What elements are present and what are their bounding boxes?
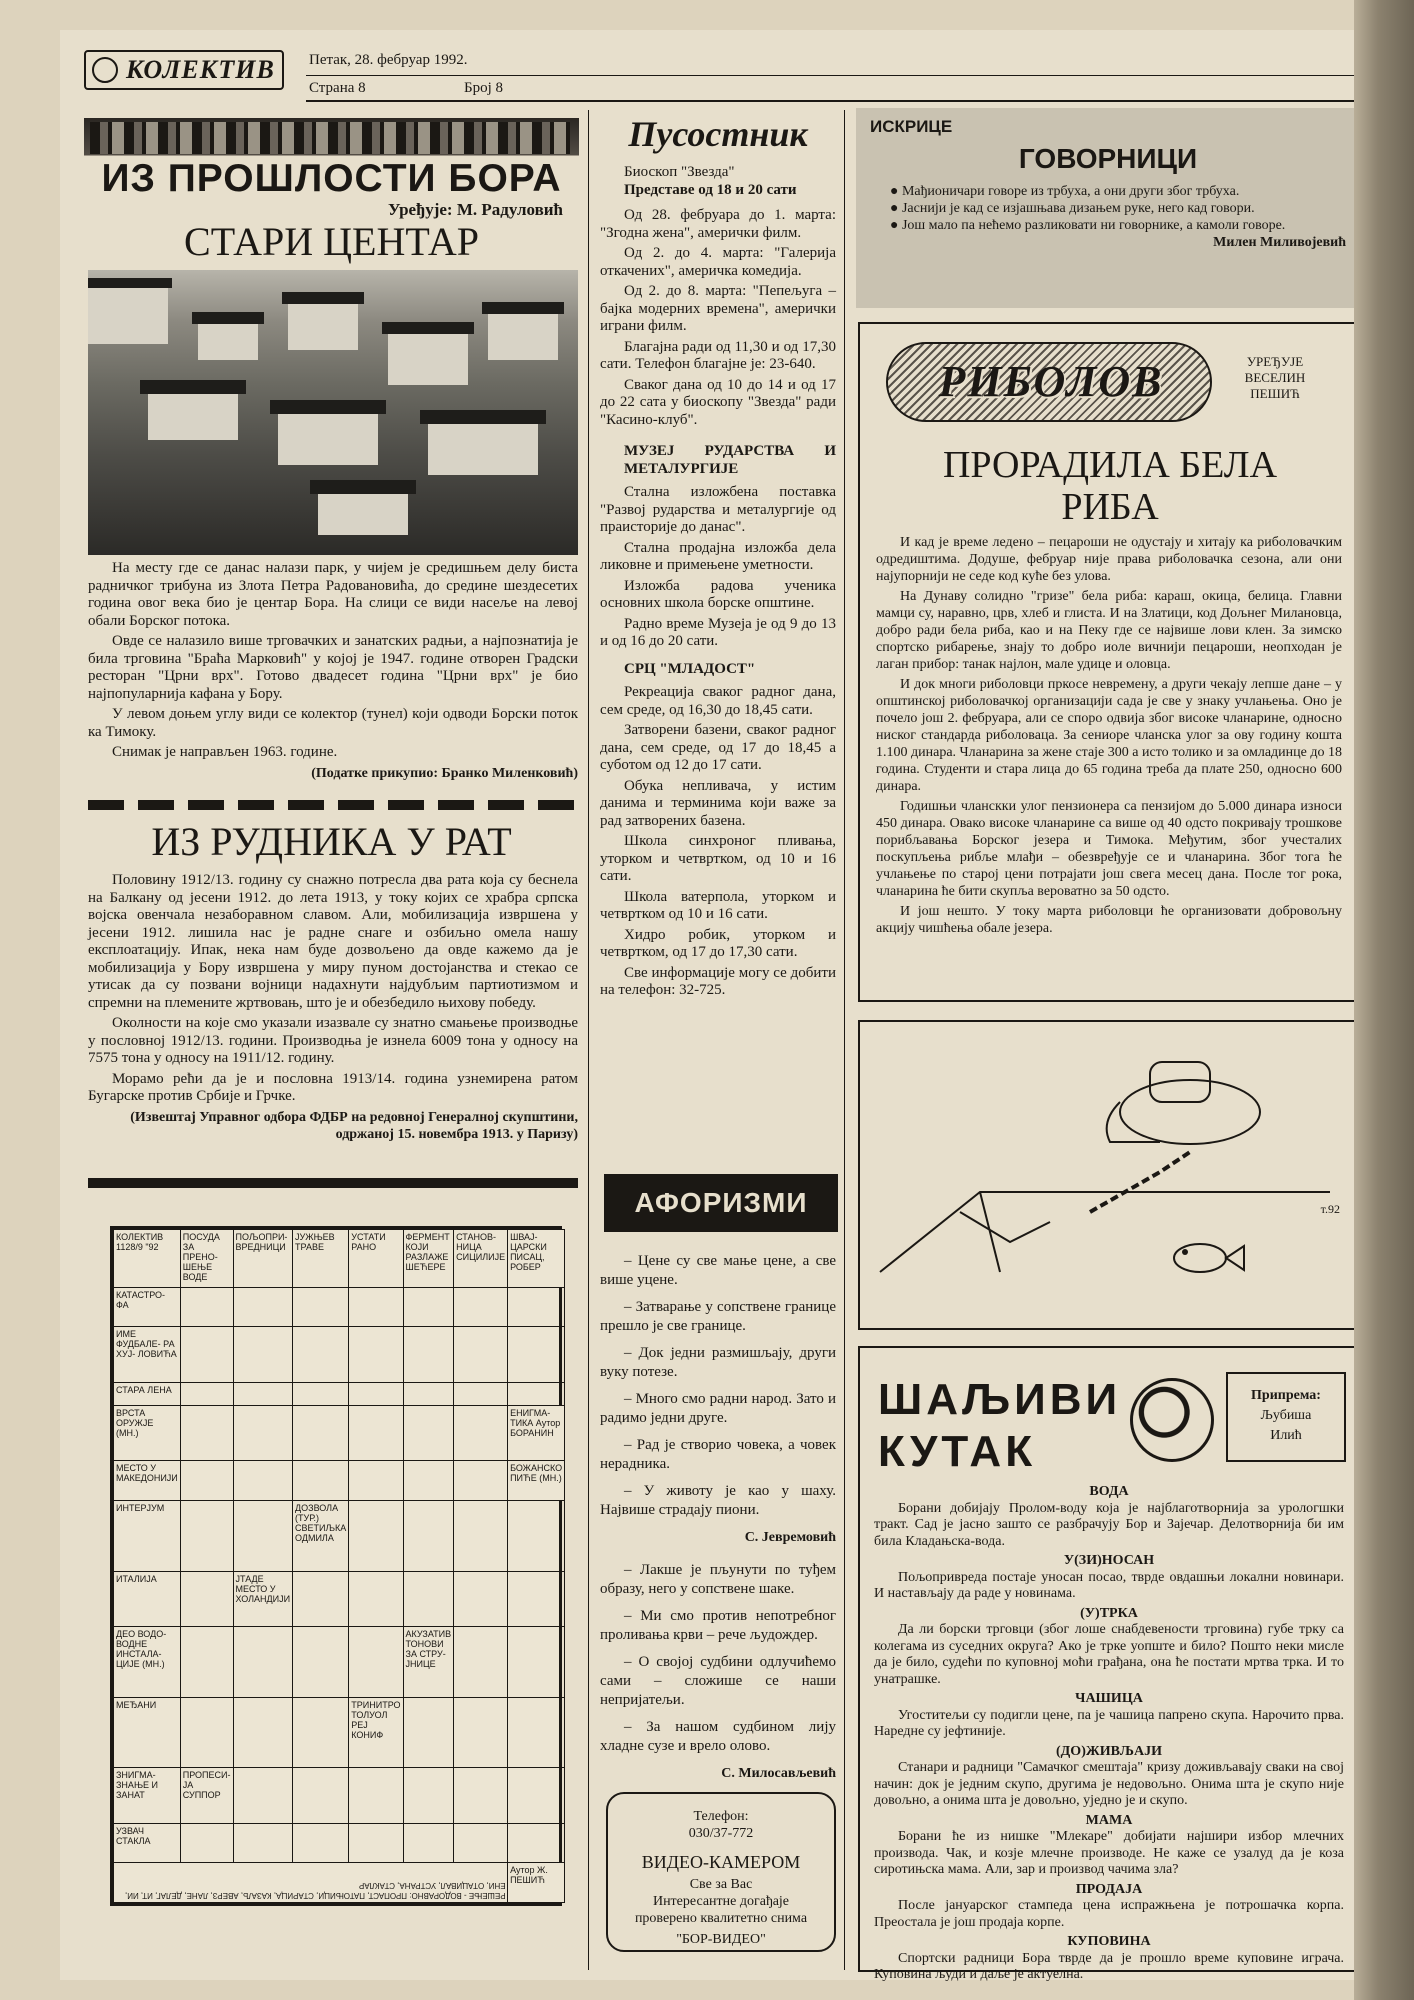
old-center-photo — [88, 270, 578, 555]
aphorism: – Рад је створио човека, а човек нерадника. — [600, 1437, 836, 1472]
aphorism: – За нашом судбином лију хладне сузе и врело олово. — [600, 1719, 836, 1754]
aphorism-author: С. Јевремовић — [744, 1530, 836, 1545]
humor-heading: (ДО)ЖИВЉАЈИ — [1056, 1743, 1162, 1759]
crossword-header-cell: УСТАТИ РАНО — [349, 1230, 403, 1288]
fishing-banner — [886, 342, 1212, 422]
crossword-clue-cell: ДЕО ВОДО- ВОДНЕ ИНСТАЛА- ЦИЈЕ (МН.) — [114, 1626, 181, 1697]
history-editor: Уређује: М. Радуловић — [388, 200, 563, 219]
prep-name: Љубиша — [1260, 1408, 1312, 1423]
crossword-clue-cell: СТАРА ЛЕНА — [114, 1382, 181, 1406]
crossword-clue-cell: КАТАСТРО- ФА — [114, 1288, 181, 1327]
aphorism: – Много смо радни народ. Зато и радимо једни друге. — [600, 1391, 836, 1426]
fishing-banner-title: РИБОЛОВ — [938, 357, 1164, 406]
page-number: Страна 8 — [309, 80, 366, 96]
crossword-clue-cell: ЗНИГМА- ЗНАЊЕ И ЗАНАТ — [114, 1768, 181, 1823]
guide-paragraph: Благајна ради од 11,30 и од 17,30 сати. Телефон благајне је: 23-640. — [600, 338, 836, 372]
sparks-kicker: ИСКРИЦЕ — [870, 117, 953, 136]
crossword-clue-cell — [349, 1697, 403, 1768]
aphorism: – Затварање у сопствене границе прешло је све границе. — [600, 1299, 836, 1334]
clue-text: РЕЈ КОНИФ — [351, 1719, 384, 1740]
logo-text: КОЛЕКТИВ — [126, 55, 275, 84]
fishing-editor — [1240, 354, 1310, 402]
ad-title: ВИДЕО-КАМЕРОМ — [641, 1852, 801, 1872]
sparks-box — [856, 108, 1360, 308]
fishing-article — [876, 534, 1342, 940]
crossword-clue-cell — [293, 1500, 349, 1571]
page-edge-shadow — [1354, 0, 1414, 2000]
humor-banner — [878, 1374, 1148, 1484]
fishing-title: ПРОРАДИЛА БЕЛА РИБА — [942, 444, 1278, 528]
aphorism: – Цене су све мање цене, а све више уцене. — [600, 1253, 836, 1288]
section-divider — [88, 800, 578, 810]
aphorism-author: С. Милосављевић — [721, 1766, 836, 1781]
aphorisms-banner: АФОРИЗМИ — [604, 1174, 838, 1232]
humor-banner-line: КУТАК — [878, 1427, 1037, 1476]
humor-heading: ВОДА — [1089, 1484, 1129, 1499]
guide-paragraph: Изложба радова ученика основних школа борске општине. — [600, 577, 836, 611]
humor-items — [874, 1484, 1344, 1987]
history-paragraph: На месту где се данас налази парк, у чијем је средишњем делу биста радничког трибуна из Злота Петра Радовановића, до средине шездесетих година овог века био је центар Бора. На слици се види насеље на левој обали Борског потока. — [88, 560, 578, 629]
editor-line: УРЕЂУЈЕ — [1246, 354, 1304, 369]
mine-paragraph: Околности на које смо указали изазвале су знатно смањење производње у пословној 1912/13. години. Производња је изнела 6009 тона у односу на 7575 тона у односу на 1911/12. годину. — [88, 1015, 578, 1066]
history-paragraph: Снимак је направљен 1963. године. — [112, 744, 338, 760]
aphorism: – Лакше је пљунути по туђем образу, него у сопствене шаке. — [600, 1562, 836, 1597]
history-banner — [84, 110, 579, 220]
crossword-header-cell: ПОЉОПРИ- ВРЕДНИЦИ — [233, 1230, 293, 1288]
guide-column — [600, 114, 836, 1003]
humor-text: Пољопривреда постаје уносан посао, тврде овдашњи локални новинари. И настављају да раде у новинама. — [874, 1569, 1344, 1601]
humor-text: Борани ће из нишке "Млекаре" добијати најшири избор млечних производа. Чак, и козје млечне производе. Не каже се узалуд да је коза сиротињска мама. Али, зар и производ чачима зла? — [874, 1829, 1344, 1877]
crossword-header-cell: ШВАЈ- ЦАРСКИ ПИСАЦ, РОБЕР — [508, 1230, 565, 1288]
crossword-clue-cell — [403, 1626, 454, 1697]
mine-credit: (Извештај Управног одбора ФДБР на редовној Генералној скупштини, одржаној 15. новембра 1913. у Паризу) — [130, 1109, 578, 1142]
editor-line: ПЕШИЋ — [1250, 386, 1300, 401]
spark-item: ● Јаснији је кад се изјашњава дизањем руке, него кад говори. — [890, 201, 1255, 216]
crossword-header-cell: ЈУЖЊЕВ ТРАВЕ — [293, 1230, 349, 1288]
crossword-clue-cell — [180, 1768, 233, 1823]
guide-paragraph: Стална продајна изложба дела ликовне и примењене уметности. — [600, 539, 836, 573]
mine-article — [88, 872, 578, 1144]
spark-item: ● Још мало па нећемо разликовати ни говорнике, а камоли говоре. — [890, 218, 1286, 233]
src-heading: СРЦ "МЛАДОСТ" — [624, 660, 756, 677]
humor-text: Да ли борски трговци (због лоше снабдевености трговина) губе трку са колегама из суседних округа? Ако је трке уопште и било? Пошто неки мисле да је било, судећи по куповној моћи грађана, она ће постати мртва трка. И то унатрашке. — [874, 1622, 1344, 1687]
crossword-clue-cell: ИНТЕРЈУМ — [114, 1500, 181, 1571]
crossword-clue-cell: МЕСТО У МАКЕДОНИЈИ — [114, 1461, 181, 1500]
crossword-clue-cell: УЗВАЧ СТАКЛА — [114, 1823, 181, 1863]
guide-paragraph: Стална изложбена поставка "Развој рударства и металургије од праисторије до данас". — [600, 484, 836, 535]
crossword-clue-cell: ЕНИГМА- ТИКА Аутор БОРАНИН — [508, 1406, 565, 1461]
newspaper-page — [60, 30, 1360, 1980]
video-ad — [606, 1792, 836, 1952]
aphorism: – Ми смо против непотребног проливања крви – рече људождер. — [600, 1608, 836, 1643]
clue-text: МЕСТО У ХОЛАНДИЈИ — [235, 1583, 291, 1604]
ad-phone-label: Телефон: — [693, 1809, 749, 1824]
crossword-clue-cell: БОЖАНСКО ПИЋЕ (МН.) — [508, 1461, 565, 1500]
guide-paragraph: Школа ватерпола, уторком и четвртком од 10 и 16 сати. — [600, 888, 836, 922]
humor-prep-box — [1226, 1372, 1346, 1462]
history-paragraph: У левом доњем углу види се колектор (тунел) који одводи Борски поток ка Тимоку. — [88, 706, 578, 740]
mine-title: ИЗ РУДНИКА У РАТ — [151, 819, 512, 864]
crossword-header-cell: КОЛЕКТИВ 1128/9 "92 — [114, 1230, 181, 1288]
aphorism: – О својој судбини одлучићемо сами – сложише се наши непријатељи. — [600, 1654, 836, 1708]
humor-text: Борани добијају Пролом-воду која је најблаготворнија за урологшки тракт. Сад је јасно зашто се разбрачују Бор и Зајечар. Делотворнија би им била Кладањска-вода. — [874, 1500, 1344, 1549]
masthead-rule-bottom — [306, 100, 1356, 102]
masthead-logo — [84, 50, 284, 90]
masthead — [84, 44, 1359, 104]
skyline-illustration-icon — [90, 122, 570, 154]
crossword-header-cell: СТАНОВ- НИЦА СИЦИЛИЈЕ — [454, 1230, 508, 1288]
cinema-name: Биоскоп "Звезда" — [624, 164, 735, 180]
clue-text: АКУЗАТИВ — [405, 1628, 452, 1639]
history-banner-title: ИЗ ПРОШЛОСТИ БОРА — [101, 157, 562, 200]
history-paragraph: Овде се налазило више трговачких и занатских радњи, а најпознатија је била трговина "Браћа Марковић" у којој је 1947. године отворен Градски ресторан "Црни врх". Готово двадесет година "Црни врх" је био најпопуларнија кафана у Бору. — [88, 633, 578, 702]
crossword-clue-cell: ИМЕ ФУДБАЛЕ- РА ХУЈ- ЛОВИЋА — [114, 1327, 181, 1382]
mine-paragraph: Половину 1912/13. годину су снажно потресла два рата која су беснела на Балкану од јесени 1912. до лета 1913, у току којих се храбра српска војска овенчала незаборавном славом. Али, мобилизација извршена у јесени 1912. лишила нас је радне снаге и озбиљно омела нашу експлоатацију. Ипак, нека нам буде дозвољено да овде кажемо да је мобилизација у Бору извршена у миру пуном достојанства и стекао се утисак да су позвани војници надахнути најдубљим партиотизмом и спремни на племените жртвовањ, што је и обезбедило њихову победу. — [88, 872, 578, 1011]
ad-line: Све за Вас — [689, 1877, 753, 1892]
guide-paragraph: Од 28. фебруара до 1. марта: "Згодна жена", амерички филм. — [600, 207, 836, 241]
spark-item: ● Мађионичари говоре из трбуха, а они други због трбуха. — [890, 184, 1240, 199]
guide-paragraph: Хидро робик, уторком и четвртком, од 17 до 17,30 сати. — [600, 926, 836, 960]
fishing-paragraph: Годишњи чланскки улог пензионера са пензијом до 5.000 динара износи 450 динара. Овако високе чланарине са више од 40 одсто покривају трошкове порибљавања Борског језера и Тимока. Међутим, због учесталих поскупљења рибље млађи – обезвређује се и чланарина. Због тога ће учлањење по старој цени потрајати још свега месец дана. После тог рока, чланарина ће бити скупља вероватно за 50 одсто. — [876, 799, 1342, 899]
prep-label: Припрема: — [1251, 1388, 1321, 1403]
guide-paragraph: Школа синхроног пливања, уторком и четвртком, од 10 и 16 сати. — [600, 833, 836, 884]
humor-text: Угоститељи су подигли цене, па је чашица папрено скупа. Нарочито прва. Наредне су јефтиније. — [874, 1707, 1344, 1739]
prep-name: Илић — [1270, 1428, 1302, 1443]
column-divider — [588, 110, 589, 1970]
guide-paragraph: Рекреација сваког радног дана, сем среде, од 16,30 до 18,45 сати. — [600, 684, 836, 718]
fishing-paragraph: На Дунаву солидно "гризе" бела риба: караш, окица, белица. Главни мамци су, наравно, црв, хлеб и глиста. И на Златици, код Дољнег Милановца, добро ради бела риба, као и на Пеку где се највише лови клен. За зимско спортско рибарење, знају то добро иоле вичнији пецароши, неопходан је лаган прибор: танак најлон, мале удице и оловца. — [876, 589, 1342, 672]
humor-text: Станари и радници "Самачког смештаја" кризу доживљавају сваки на свој начин: док је једним скупо, другима је недовољно. Онима шта је скупо није довољно, а онима шта је довољно, уједно је и скупо. — [874, 1760, 1344, 1808]
crossword-clue-cell: МЕЂАНИ — [114, 1697, 181, 1768]
fishing-paragraph: И док многи риболовци пркосе невремену, а други чекају лепше дане – у општинској риболовачкој организацији сада је све у знаку учлањења. Оно је почело још 2. фебруара, али се споро одвија због високе чланарине, односно ниског стандарда риболоваца. За сениоре чланска улог за ову годину кошта 1.100 динара. Чланарина за жене стаје 300 а исто толико и за омладинце до 18 година. Студенти и стара лица до 65 година треба да плате 250, односно 600 динара. — [876, 677, 1342, 794]
humor-heading: (У)ТРКА — [1080, 1605, 1138, 1621]
clue-text: ЈТАДЕ — [235, 1573, 264, 1584]
crossword-header-cell: ПОСУДА ЗА ПРЕНО- ШЕЊЕ ВОДЕ — [180, 1230, 233, 1288]
humor-heading: ПРОДАЈА — [1075, 1881, 1143, 1897]
guide-paragraph: Све информације могу се добити на телефон: 32-725. — [600, 964, 836, 998]
aphorism: – У животу је као у шаху. Највише страдају пиони. — [600, 1483, 836, 1518]
humor-heading: КУПОВИНА — [1067, 1934, 1151, 1949]
humor-text: Спортски радници Бора тврде да је прошло време куповине играча. Куповина људи и даље је актуелна. — [874, 1950, 1344, 1982]
issue-date: Петак, 28. фебруар 1992. — [309, 52, 468, 68]
history-credit: (Податке прикупио: Бранко Миленковић) — [311, 765, 578, 781]
column-divider — [844, 110, 845, 1970]
humor-heading: ЧАШИЦА — [1075, 1691, 1143, 1706]
crossword-clue-cell — [233, 1571, 293, 1626]
crossword-author: Аутор Ж. ПЕШИЋ — [508, 1863, 565, 1903]
crossword-grid — [113, 1229, 565, 1903]
ad-brand: "БОР-ВИДЕО" — [676, 1932, 766, 1947]
guide-paragraph: Радно време Музеја је од 9 до 13 и од 16 до 20 сати. — [600, 615, 836, 649]
clue-text: СВЕТИЉКА ОДМИЛА — [295, 1522, 347, 1543]
logo-seal-icon — [92, 57, 118, 83]
sparks-author: Милен Миливојевић — [1213, 235, 1346, 250]
aphorism: – Док једни размишљају, други вуку потезе. — [600, 1345, 836, 1380]
clue-text: ТРИНИТРО ТОЛУОЛ — [351, 1699, 401, 1720]
guide-paragraph: Затворени базени, сваког радног дана, сем среде, од 17 до 18,45 а суботом од 12 до 17 сати. — [600, 722, 836, 773]
cartoon-signature: т.92 — [1320, 1202, 1340, 1216]
humor-box — [858, 1346, 1358, 1982]
humor-text: После јануарског стампеда цена испражњена је потрошачка корпа. Преостала је још продаја корпе. — [874, 1898, 1344, 1930]
masthead-rule — [306, 75, 1356, 76]
crossword-puzzle — [110, 1226, 562, 1906]
crossword-clue-cell: ВРСТА ОРУЖЈЕ (МН.) — [114, 1406, 181, 1461]
clue-text: ПРОПЕСИ- ЈА — [182, 1770, 231, 1791]
clue-text: ТОНОВИ ЗА СТРУ- ЈНИЦЕ — [405, 1638, 446, 1669]
crossword-clue-cell: ИТАЛИЈА — [114, 1571, 181, 1626]
crossword-solution: РЕШЕЊЕ - ВОДОРАВНО: ПРОПАСТ, ПАТОЊИЦИ, СТАРИЦА, КАЗАЉ, АВЕРЗ, ЛАНЕ, ДЕЛАГ, ИТ, ИИ, ЕНИ, ОТАЦИВАЛ, УСТРАНА, СТАКЛАР — [114, 1863, 508, 1903]
humor-banner-line: ШАЉИВИ — [878, 1375, 1122, 1424]
guide-banner: Пусостник — [628, 114, 808, 154]
guide-paragraph: Од 2. до 8. марта: "Пепељуга – бајка модерних времена", амерички играни филм. — [600, 283, 836, 334]
museum-heading: МУЗЕЈ РУДАРСТВА И МЕТАЛУРГИЈЕ — [624, 443, 836, 477]
clue-text: СУППОР — [182, 1790, 221, 1801]
humor-heading: У(ЗИ)НОСАН — [1063, 1553, 1155, 1568]
fishing-paragraph: И још нешто. У току марта риболовци ће организовати добровољну акцију чишћења обале језера. — [876, 904, 1342, 936]
cinema-shows: Представе од 18 и 20 сати — [624, 181, 797, 198]
guide-paragraph: Од 2. до 4. марта: "Галерија откачених", америчка комедија. — [600, 245, 836, 279]
clue-text: ДОЗВОЛА (ТУР.) — [295, 1502, 339, 1523]
guide-paragraph: Сваког дана од 10 до 14 и од 17 до 22 сата у биоскопу "Звезда" ради "Касино-клуб". — [600, 376, 836, 428]
section-divider-thick — [88, 1178, 578, 1188]
humor-heading: МАМА — [1085, 1812, 1133, 1828]
history-title: СТАРИ ЦЕНТАР — [184, 219, 479, 264]
issue-number: Број 8 — [464, 80, 504, 96]
fishing-cartoon — [858, 1020, 1358, 1330]
ad-phone: 030/37-772 — [688, 1826, 754, 1841]
cartoon-face-icon — [1130, 1378, 1214, 1462]
editor-line: ВЕСЕЛИН — [1244, 370, 1306, 385]
ad-line: Интересантне догађаје — [652, 1894, 790, 1909]
mine-paragraph: Морамо рећи да је и пословна 1913/14. година узнемирена ратом Бугарске против Србије и Грчке. — [88, 1070, 578, 1104]
fishing-paragraph: И кад је време ледено – пецароши не одустају и хитају ка риболовачким одредиштима. Додуше, фебруар није права риболовачка сезона, али они најупорнији не седе код куће без улова. — [876, 535, 1342, 584]
fishing-box — [858, 322, 1358, 1002]
aphorisms-list — [600, 1252, 836, 1783]
history-article — [88, 560, 578, 782]
cartoon-drawing-icon — [860, 1022, 1356, 1328]
sparks-title: ГОВОРНИЦИ — [1018, 143, 1198, 174]
crossword-header-cell: ФЕРМЕНТ КОЈИ РАЗЛАЖЕ ШЕЋЕРЕ — [403, 1230, 454, 1288]
ad-line: проверено квалитетно снима — [634, 1911, 808, 1926]
guide-paragraph: Обука непливача, у истим данима и терминима који важе за рад затворених базена. — [600, 777, 836, 829]
